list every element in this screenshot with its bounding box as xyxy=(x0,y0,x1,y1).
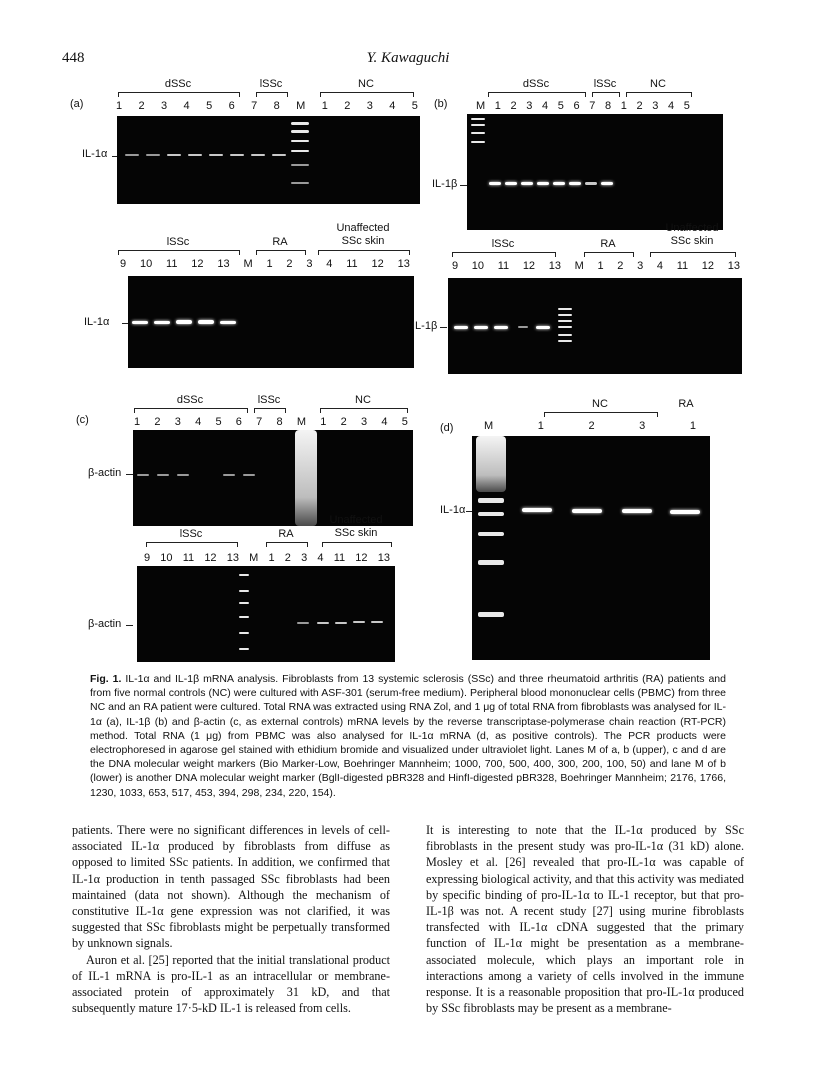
group-label: lSSc xyxy=(593,78,617,90)
lane-label: M xyxy=(296,100,306,112)
panel-d-label: (d) xyxy=(440,422,454,434)
caption-text: IL-1α and IL-1β mRNA analysis. Fibroblasts from 13 systemic sclerosis (SSc) and three rheumatoid arthritis (RA) patients and from five normal controls (NC) were cultured with ASF-301 (serum-free medium). Peripheral blood mononuclear cells (PBMC) from three NC and an RA patient were cultured. Total RNA was extracted using RNA Zol, and 1 μg of total RNA from fibroblasts was analysed for IL-1α (a), IL-1β (b) and β-actin (c, as external controls) mRNA levels by the reverse transcriptase-polymerase chain reaction (RT-PCR) method. Total RNA (1 μg) from PBMC was also analysed for IL-1α mRNA (d, as positive controls). The PCR products were electrophoresed in agarose gel stained with ethidium bromide and visualized under ultraviolet light. Lanes M of a, b (upper), c and d are the DNA molecular weight markers (Bio Marker-Low, Boehringer Mannheim; 1000, 700, 500, 400, 300, 200, 100, 50) and lane M of b (lower) is another DNA molecular weight marker (BglI-digested pBR328 and HinfI-digested pBR328, Boehringer Mannheim; 2176, 1766, 1230, 1033, 653, 517, 453, 394, 298, 234, 220, 154). xyxy=(90,673,726,799)
marker-label: IL-1α xyxy=(440,504,466,516)
lane-label: 13 xyxy=(217,258,230,270)
figure-caption xyxy=(90,672,726,800)
gel-band xyxy=(569,182,581,185)
lane-labels xyxy=(144,552,390,564)
lane-label: 4 xyxy=(195,416,202,428)
gel-band xyxy=(489,182,501,185)
lane-label: 12 xyxy=(371,258,384,270)
bracket xyxy=(146,542,238,547)
gel-band xyxy=(536,326,550,329)
gel-band xyxy=(553,182,565,185)
running-head: Y. Kawaguchi xyxy=(366,50,450,66)
lane-label: 3 xyxy=(161,100,168,112)
lane-label: 2 xyxy=(510,100,517,112)
gel-image xyxy=(472,436,710,660)
marker-label: IL-1α xyxy=(84,316,110,328)
lane-label: 4 xyxy=(542,100,549,112)
gel-band xyxy=(230,154,244,156)
lane-label: M xyxy=(574,260,584,272)
lane-label: 13 xyxy=(548,260,561,272)
ladder-band xyxy=(558,320,572,322)
lane-label: 5 xyxy=(215,416,222,428)
lane-label: M xyxy=(296,416,307,428)
group-label: dSSc xyxy=(522,78,550,90)
gel-band xyxy=(177,474,189,476)
right-column xyxy=(426,822,744,1016)
lane-label: 5 xyxy=(411,100,418,112)
lane-label: 7 xyxy=(256,416,263,428)
ladder-band xyxy=(239,602,249,604)
lane-label: 8 xyxy=(605,100,612,112)
lane-label: 7 xyxy=(251,100,258,112)
lane-label: 2 xyxy=(340,416,347,428)
bracket xyxy=(452,252,556,257)
group-label: SSc skin xyxy=(341,235,385,247)
gel-image xyxy=(137,566,395,662)
lane-label: 5 xyxy=(401,416,408,428)
panel-a-label: (a) xyxy=(70,98,84,110)
lane-labels xyxy=(120,258,410,270)
lane-label: 1 xyxy=(597,260,604,272)
gel-band xyxy=(251,154,265,156)
lane-label: 5 xyxy=(206,100,213,112)
lane-label: 9 xyxy=(120,258,127,270)
lane-label: 3 xyxy=(637,260,644,272)
lane-label: 4 xyxy=(183,100,190,112)
lane-label: 3 xyxy=(366,100,373,112)
group-label: RA xyxy=(272,236,288,248)
lane-label: 3 xyxy=(526,100,533,112)
lane-label: 13 xyxy=(397,258,410,270)
gel-band xyxy=(223,474,235,476)
lane-labels xyxy=(484,420,696,432)
gel-image xyxy=(128,276,414,368)
group-label: RA xyxy=(600,238,616,250)
bracket xyxy=(322,542,392,547)
lane-label: 2 xyxy=(138,100,145,112)
group-label: NC xyxy=(650,78,666,90)
lane-label: 11 xyxy=(346,258,358,270)
lane-labels xyxy=(476,100,690,112)
lane-label: 4 xyxy=(389,100,396,112)
gel-image xyxy=(133,430,413,526)
ladder-band xyxy=(291,130,309,133)
lane-label: 11 xyxy=(497,260,510,272)
gel-band xyxy=(176,320,192,324)
group-label: RA xyxy=(678,398,694,410)
lane-label: 4 xyxy=(317,552,324,564)
gel-band xyxy=(622,509,652,513)
gel-band xyxy=(494,326,508,329)
gel-band xyxy=(518,326,528,328)
lane-label: 1 xyxy=(689,420,696,432)
ladder-band xyxy=(478,498,504,503)
group-label: lSSc xyxy=(166,236,190,248)
group-label: NC xyxy=(592,398,608,410)
lane-label: 12 xyxy=(191,258,204,270)
gel-band xyxy=(154,321,170,324)
lane-label: M xyxy=(249,552,259,564)
bracket xyxy=(118,92,240,97)
lane-label: 2 xyxy=(617,260,624,272)
lane-label: 13 xyxy=(377,552,390,564)
caption-title: Fig. 1. xyxy=(90,673,122,685)
group-label: RA xyxy=(278,528,294,540)
marker-label: β-actin xyxy=(88,618,122,630)
gel-band xyxy=(137,474,149,476)
group-label: dSSc xyxy=(176,394,204,406)
ladder-band xyxy=(291,164,309,166)
lane-label: 13 xyxy=(727,260,740,272)
gel-band xyxy=(585,182,597,185)
group-label: lSSc xyxy=(491,238,515,250)
ladder-band xyxy=(239,648,249,650)
lane-label: 2 xyxy=(284,552,291,564)
ladder-band xyxy=(239,616,249,618)
lane-labels xyxy=(452,260,740,272)
lane-label: 1 xyxy=(320,416,327,428)
lane-label: 3 xyxy=(639,420,646,432)
ladder-band xyxy=(471,124,485,126)
bracket xyxy=(584,252,634,257)
gel-image xyxy=(448,278,742,374)
paragraph: It is interesting to note that the IL-1α produced by SSc fibroblasts in the present study was pro-IL-1α (31 kD) alone. Mosley et al. [26] revealed that pro-IL-1α was capable of expressing biological activity, and that this activity was mediated by specific binding of pro-IL-1α to IL-1 receptor, but that pro-IL-1β was not. A recent study [27] using murine fibroblasts transfected with IL-1α cDNA suggested that the primary function of IL-1α might be presentation as a membrane-associated molecule, which plays an important role in interactions among a variety of cells involved in the immune response. It is a reasonable proposition that pro-IL-1α produced by SSc fibroblasts may be present as a membrane- xyxy=(426,823,744,1016)
ladder-band xyxy=(558,308,572,310)
group-label: lSSc xyxy=(257,394,281,406)
group-label: NC xyxy=(355,394,371,406)
lane-label: 8 xyxy=(273,100,280,112)
gel-band xyxy=(317,622,329,624)
lane-label: 5 xyxy=(557,100,564,112)
gel-band xyxy=(125,154,139,156)
lane-label: 5 xyxy=(683,100,690,112)
lane-label: 8 xyxy=(276,416,283,428)
lane-label: 12 xyxy=(355,552,368,564)
lane-label: 4 xyxy=(656,260,664,272)
gel-image xyxy=(467,114,723,230)
lane-label: 11 xyxy=(333,552,346,564)
page-number: 448 xyxy=(62,50,85,66)
gel-band xyxy=(521,182,533,185)
marker-label: IL-1β xyxy=(432,178,458,190)
bracket xyxy=(256,92,288,97)
lane-labels xyxy=(116,100,418,112)
lane-label: 2 xyxy=(154,416,161,428)
bracket xyxy=(318,250,410,255)
lane-labels xyxy=(134,416,408,428)
bracket xyxy=(118,250,240,255)
bracket xyxy=(254,408,286,413)
bracket xyxy=(592,92,620,97)
lane-label: 3 xyxy=(652,100,659,112)
lane-label: 11 xyxy=(166,258,178,270)
lane-label: 11 xyxy=(676,260,689,272)
bracket xyxy=(650,252,736,257)
ladder-band xyxy=(558,334,572,336)
left-column xyxy=(72,822,390,1016)
gel-band xyxy=(335,622,347,624)
lane-label: 4 xyxy=(668,100,675,112)
gel-band xyxy=(297,622,309,624)
group-label: SSc skin xyxy=(334,527,378,539)
gel-band xyxy=(670,510,700,514)
lane-label: 9 xyxy=(452,260,459,272)
group-label: NC xyxy=(358,78,374,90)
lane-label: 1 xyxy=(494,100,501,112)
gel-band xyxy=(157,474,169,476)
ladder-band xyxy=(471,132,485,134)
gel-band xyxy=(522,508,552,512)
gel-image xyxy=(117,116,420,204)
gel-band xyxy=(209,154,223,156)
gel-band xyxy=(272,154,286,156)
paragraph: Auron et al. [25] reported that the initial translational product of IL-1 mRNA is pro-IL-1 as an intracellular or membrane-associated protein of approximately 31 kD, and that subsequently mature 17·5-kD IL-1 is released from cells. xyxy=(72,952,390,1016)
lane-label: 10 xyxy=(160,552,173,564)
lane-label: 1 xyxy=(620,100,627,112)
marker-label: IL-1α xyxy=(82,148,108,160)
lane-label: M xyxy=(476,100,486,112)
ladder-band xyxy=(471,141,485,143)
lane-label: 3 xyxy=(174,416,181,428)
gel-band xyxy=(454,326,468,329)
gel-band xyxy=(537,182,549,185)
ladder-band xyxy=(291,122,309,125)
lane-label: 11 xyxy=(182,552,195,564)
bracket xyxy=(626,92,692,97)
group-label: lSSc xyxy=(259,78,283,90)
panel-c-label: (c) xyxy=(76,414,89,426)
ladder-smear xyxy=(476,436,506,492)
panel-b-label: (b) xyxy=(434,98,448,110)
bracket xyxy=(488,92,586,97)
lane-label: 1 xyxy=(268,552,275,564)
ladder-band xyxy=(239,590,249,592)
lane-label: 6 xyxy=(573,100,580,112)
ladder-band xyxy=(471,118,485,120)
marker-tick xyxy=(440,327,447,328)
lane-label: 6 xyxy=(235,416,242,428)
ladder-band xyxy=(558,314,572,316)
group-label: dSSc xyxy=(164,78,192,90)
lane-label: 10 xyxy=(139,258,153,270)
marker-label: β-actin xyxy=(88,467,122,479)
gel-band xyxy=(198,320,214,324)
lane-label: 3 xyxy=(361,416,368,428)
ladder-band xyxy=(558,340,572,342)
lane-label: 4 xyxy=(326,258,333,270)
marker-tick xyxy=(126,625,133,626)
paragraph: patients. There were no significant differences in levels of cell-associated IL-1α produced by fibroblasts from diffuse as opposed to limited SSc patients. In addition, we confirmed that IL-1α production in tenth passaged SSc fibroblasts had been maintained (data not shown). Although the mechanism of constitutive IL-1α gene expression was not clarified, it was suggested that SSc fibroblasts might be perpetually transformed by unknown signals. xyxy=(72,823,390,951)
ladder-band xyxy=(291,182,309,184)
ladder-band xyxy=(239,632,249,634)
gel-band xyxy=(505,182,517,185)
lane-label: 2 xyxy=(286,258,293,270)
lane-label: 12 xyxy=(701,260,715,272)
bracket xyxy=(266,542,308,547)
gel-band xyxy=(188,154,202,156)
lane-label: 1 xyxy=(116,100,123,112)
marker-label: IL-1β xyxy=(412,320,438,332)
lane-label: 2 xyxy=(636,100,643,112)
gel-band xyxy=(572,509,602,513)
lane-label: 1 xyxy=(321,100,328,112)
gel-band xyxy=(132,321,148,324)
lane-label: M xyxy=(484,420,494,432)
bracket xyxy=(320,92,414,97)
ladder-smear xyxy=(295,430,317,526)
bracket xyxy=(256,250,306,255)
lane-label: 3 xyxy=(306,258,313,270)
bracket xyxy=(320,408,408,413)
gel-band xyxy=(353,621,365,623)
ladder-band xyxy=(478,512,504,516)
lane-label: 12 xyxy=(204,552,217,564)
group-label: Unaffected xyxy=(665,222,719,234)
ladder-band xyxy=(239,574,249,576)
gel-band xyxy=(601,182,613,185)
lane-label: 13 xyxy=(226,552,239,564)
ladder-band xyxy=(478,532,504,536)
ladder-band xyxy=(558,326,572,328)
marker-tick xyxy=(126,474,133,475)
ladder-band xyxy=(291,140,309,142)
lane-label: 12 xyxy=(522,260,536,272)
lane-label: 1 xyxy=(266,258,273,270)
lane-label: 7 xyxy=(589,100,596,112)
ladder-band xyxy=(291,150,309,152)
bracket xyxy=(134,408,248,413)
gel-band xyxy=(167,154,181,156)
gel-band xyxy=(371,621,383,623)
lane-label: 3 xyxy=(301,552,308,564)
lane-label: 2 xyxy=(344,100,351,112)
lane-label: 6 xyxy=(228,100,235,112)
lane-label: 10 xyxy=(471,260,485,272)
marker-tick xyxy=(460,185,467,186)
gel-band xyxy=(243,474,255,476)
ladder-band xyxy=(478,560,504,565)
lane-label: 1 xyxy=(134,416,141,428)
gel-band xyxy=(146,154,160,156)
lane-label: 2 xyxy=(588,420,595,432)
lane-label: M xyxy=(243,258,253,270)
lane-label: 4 xyxy=(381,416,388,428)
group-label: Unaffected xyxy=(336,222,390,234)
gel-band xyxy=(474,326,488,329)
group-label: lSSc xyxy=(179,528,203,540)
ladder-band xyxy=(478,612,504,617)
gel-band xyxy=(220,321,236,324)
lane-label: 1 xyxy=(537,420,544,432)
bracket xyxy=(544,412,658,417)
group-label: Unaffected xyxy=(329,514,383,526)
group-label: SSc skin xyxy=(670,235,714,247)
lane-label: 9 xyxy=(144,552,151,564)
